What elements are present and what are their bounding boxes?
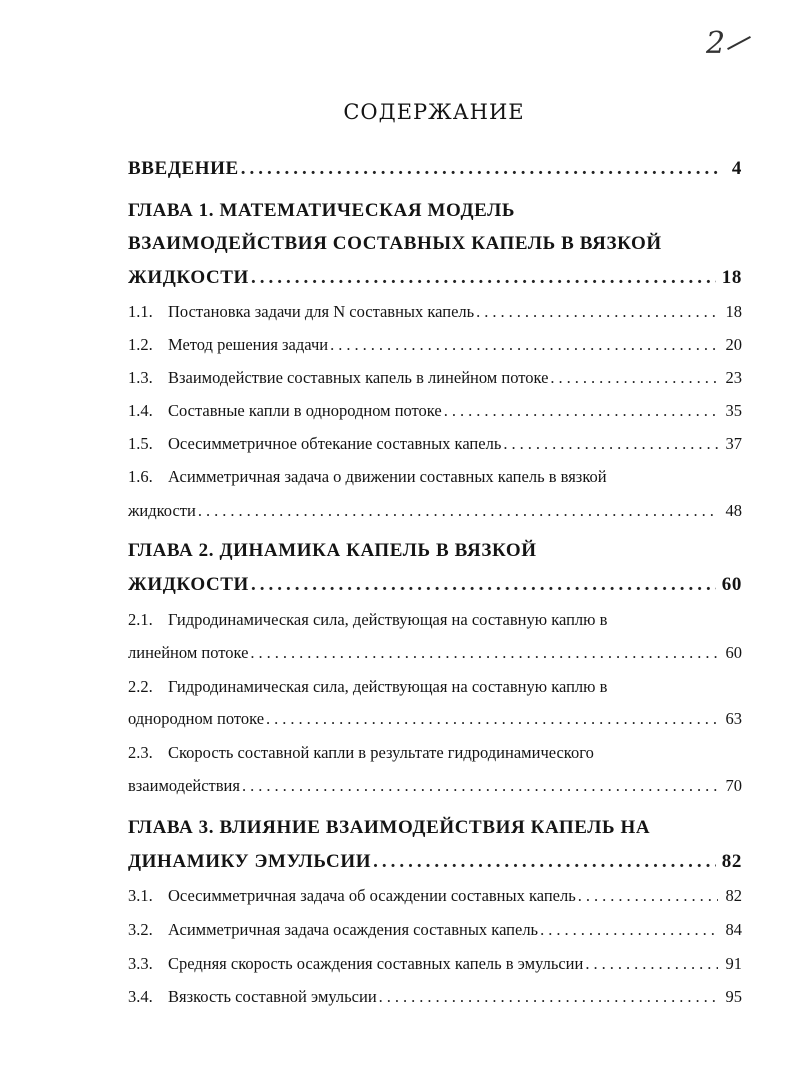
- toc-entry-section-line1[interactable]: [128, 467, 607, 487]
- toc-page: 70: [725, 776, 742, 795]
- toc-page: 20: [725, 335, 742, 354]
- section-number: 2.1.: [128, 610, 153, 629]
- toc-entry-chapter-3[interactable]: [128, 851, 742, 873]
- leader-dots: [379, 987, 718, 1007]
- toc-entry-section-line1[interactable]: [128, 677, 607, 697]
- toc-label: Взаимодействие составных капель в линейном потоке: [168, 368, 549, 387]
- leader-dots: [503, 434, 718, 454]
- leader-dots: [444, 401, 718, 421]
- toc-label: Средняя скорость осаждения составных капель в эмульсии: [168, 954, 584, 973]
- section-number: 3.3.: [128, 954, 153, 973]
- toc-entry-section-continuation[interactable]: [128, 643, 742, 663]
- toc-entry-section[interactable]: [128, 920, 742, 940]
- toc-page: 95: [725, 987, 742, 1006]
- toc-page: 60: [721, 574, 742, 595]
- leader-dots: [251, 574, 716, 596]
- leader-dots: [585, 954, 718, 974]
- toc-label: жидкости: [128, 501, 196, 520]
- page-title: СОДЕРЖАНИЕ: [343, 100, 525, 124]
- leader-dots: [250, 643, 718, 663]
- toc-page: 82: [721, 851, 742, 872]
- toc-page: 37: [725, 434, 742, 453]
- toc-entry-section[interactable]: [128, 335, 742, 355]
- toc-label: Осесимметричное обтекание составных капель: [168, 434, 502, 453]
- leader-dots: [251, 267, 716, 289]
- chapter-3-heading-line1[interactable]: ГЛАВА 3. ВЛИЯНИЕ ВЗАИМОДЕЙСТВИЯ КАПЕЛЬ НА: [128, 817, 651, 838]
- leader-dots: [578, 886, 718, 906]
- leader-dots: [550, 368, 718, 388]
- section-number: 1.1.: [128, 302, 153, 321]
- toc-page: 91: [725, 954, 742, 973]
- toc-label: взаимодействия: [128, 776, 240, 795]
- toc-entry-section[interactable]: [128, 302, 742, 322]
- toc-label: ЖИДКОСТИ: [128, 574, 249, 595]
- toc-entry-section[interactable]: [128, 954, 742, 974]
- section-number: 1.3.: [128, 368, 153, 387]
- toc-page: 63: [725, 709, 742, 728]
- chapter-2-heading-line1[interactable]: ГЛАВА 2. ДИНАМИКА КАПЕЛЬ В ВЯЗКОЙ: [128, 540, 537, 561]
- toc-entry-section-line1[interactable]: [128, 743, 594, 763]
- toc-page: 48: [725, 501, 742, 520]
- toc-page: 82: [725, 886, 742, 905]
- leader-dots: [373, 851, 716, 873]
- toc-page: 23: [725, 368, 742, 387]
- toc-entry-introduction[interactable]: [128, 158, 742, 180]
- chapter-1-heading-line1[interactable]: ГЛАВА 1. МАТЕМАТИЧЕСКАЯ МОДЕЛЬ: [128, 200, 516, 221]
- toc-label: линейном потоке: [128, 643, 249, 662]
- section-number: 3.4.: [128, 987, 153, 1006]
- section-number: 2.3.: [128, 743, 153, 762]
- leader-dots: [266, 709, 718, 729]
- toc-entry-section-continuation[interactable]: [128, 501, 742, 521]
- toc-entry-section-continuation[interactable]: [128, 709, 742, 729]
- chapter-1-heading-line2[interactable]: ВЗАИМОДЕЙСТВИЯ СОСТАВНЫХ КАПЕЛЬ В ВЯЗКОЙ: [128, 233, 662, 254]
- toc-page: 60: [725, 643, 742, 662]
- toc-label: Постановка задачи для N составных капель: [168, 302, 475, 321]
- toc-label: Асимметричная задача осаждения составных капель: [168, 920, 539, 939]
- leader-dots: [242, 776, 718, 796]
- toc-entry-chapter-1[interactable]: [128, 267, 742, 289]
- toc-label: Скорость составной капли в результате гидродинамического: [168, 743, 594, 762]
- leader-dots: [198, 501, 718, 521]
- toc-entry-section-line1[interactable]: [128, 610, 607, 630]
- toc-page: 18: [721, 267, 742, 288]
- leader-dots: [330, 335, 718, 355]
- toc-entry-section[interactable]: [128, 434, 742, 454]
- toc-page: 4: [731, 158, 742, 179]
- section-number: 1.6.: [128, 467, 153, 486]
- toc-label: Вязкость составной эмульсии: [168, 987, 377, 1006]
- toc-page: 84: [725, 920, 742, 939]
- section-number: 1.2.: [128, 335, 153, 354]
- toc-label: Осесимметричная задача об осаждении составных капель: [168, 886, 576, 905]
- section-number: 3.2.: [128, 920, 153, 939]
- section-number: 1.4.: [128, 401, 153, 420]
- toc-label: Метод решения задачи: [168, 335, 329, 354]
- leader-dots: [476, 302, 718, 322]
- toc-label: однородном потоке: [128, 709, 265, 728]
- toc-entry-section-continuation[interactable]: [128, 776, 742, 796]
- toc-label: Гидродинамическая сила, действующая на составную каплю в: [168, 610, 608, 629]
- leader-dots: [540, 920, 718, 940]
- toc-page: 18: [725, 302, 742, 321]
- toc-label: ЖИДКОСТИ: [128, 267, 249, 288]
- toc-label: Гидродинамическая сила, действующая на составную каплю в: [168, 677, 608, 696]
- toc-page: 35: [725, 401, 742, 420]
- section-number: 2.2.: [128, 677, 153, 696]
- toc-entry-chapter-2[interactable]: [128, 574, 742, 596]
- toc-entry-section[interactable]: [128, 401, 742, 421]
- toc-entry-section[interactable]: [128, 987, 742, 1007]
- toc-entry-section[interactable]: [128, 886, 742, 906]
- toc-label: Асимметричная задача о движении составных капель в вязкой: [168, 467, 607, 486]
- toc-label: ВВЕДЕНИЕ: [128, 158, 239, 179]
- toc-label: ДИНАМИКУ ЭМУЛЬСИИ: [128, 851, 372, 872]
- toc-entry-section[interactable]: [128, 368, 742, 388]
- section-number: 3.1.: [128, 886, 153, 905]
- toc-label: Составные капли в однородном потоке: [168, 401, 442, 420]
- leader-dots: [241, 158, 718, 180]
- handwritten-page-number: 2: [706, 26, 725, 61]
- section-number: 1.5.: [128, 434, 153, 453]
